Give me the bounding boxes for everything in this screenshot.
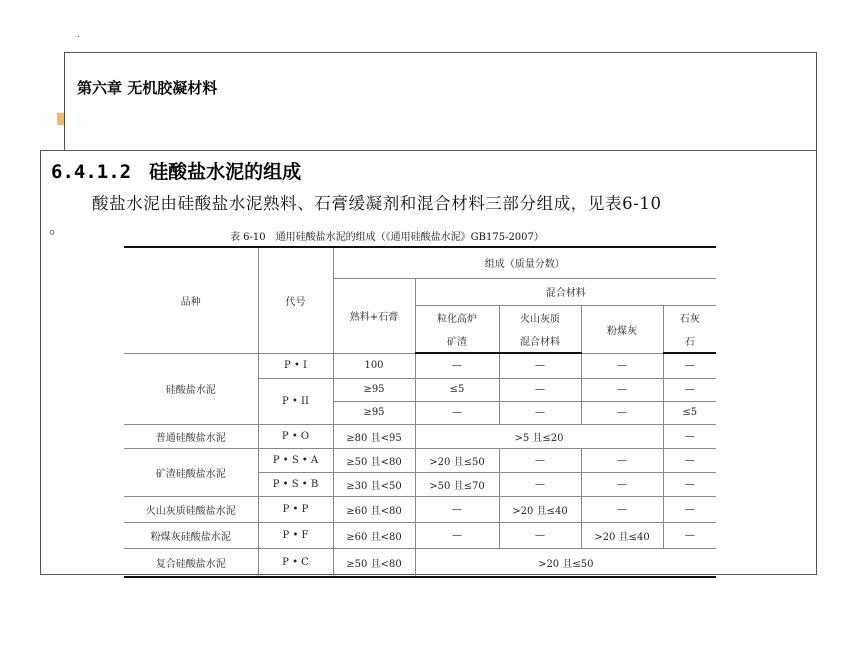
header-code: 代号 — [258, 247, 333, 353]
row-pozz: — — [499, 448, 581, 472]
row-code: P • C — [258, 548, 333, 577]
row-flyash: — — [581, 472, 663, 496]
row-slag: ≤5 — [415, 378, 499, 401]
row-clinker: ≥50 且<80 — [333, 548, 415, 577]
table-row — [124, 424, 716, 448]
row-slag: >50 且≤70 — [415, 472, 499, 496]
intro-paragraph: 酸盐水泥由硅酸盐水泥熟料、石膏缓凝剂和混合材料三部分组成，见表6-10 — [92, 194, 662, 213]
table-row — [124, 548, 716, 577]
row-lime: — — [663, 448, 716, 472]
row-flyash: — — [581, 401, 663, 424]
row-clinker: ≥95 — [333, 378, 415, 401]
header-slag-2: 矿渣 — [415, 329, 499, 353]
row-name: 硅酸盐水泥 — [124, 353, 258, 424]
row-pozz: >20 且≤40 — [499, 496, 581, 522]
row-code: P • O — [258, 424, 333, 448]
row-code: P • S • B — [258, 472, 333, 496]
row-clinker: ≥60 且<80 — [333, 496, 415, 522]
row-clinker: ≥95 — [333, 401, 415, 424]
row-pozz: — — [499, 353, 581, 378]
row-slag: — — [415, 353, 499, 378]
row-flyash: — — [581, 353, 663, 378]
table-caption: 表 6-10 通用硅酸盐水泥的组成（《通用硅酸盐水泥》GB175-2007） — [230, 232, 544, 243]
row-name: 火山灰质硅酸盐水泥 — [124, 496, 258, 522]
row-lime: — — [663, 522, 716, 548]
accent-marker — [57, 113, 64, 125]
section-heading — [51, 157, 301, 184]
header-lime-2: 石 — [663, 329, 716, 353]
row-lime: — — [663, 496, 716, 522]
row-clinker: ≥50 且<80 — [333, 448, 415, 472]
row-slag: — — [415, 496, 499, 522]
paragraph-end-mark: 。 — [49, 218, 66, 237]
row-lime: — — [663, 424, 716, 448]
table-row — [124, 448, 716, 472]
row-name: 普通硅酸盐水泥 — [124, 424, 258, 448]
row-slag: >20 且≤50 — [415, 448, 499, 472]
header-slag-1: 粒化高炉 — [415, 305, 499, 329]
row-code: P • II — [258, 378, 333, 424]
row-name: 复合硅酸盐水泥 — [124, 548, 258, 577]
cement-composition-table — [124, 246, 716, 578]
row-flyash: — — [581, 496, 663, 522]
section-title: 硅酸盐水泥的组成 — [149, 161, 302, 183]
row-clinker: ≥60 且<80 — [333, 522, 415, 548]
row-lime: ≤5 — [663, 401, 716, 424]
header-lime-1: 石灰 — [663, 305, 716, 329]
row-mixed: >20 且≤50 — [415, 548, 716, 577]
row-slag: — — [415, 401, 499, 424]
header-composition: 组成（质量分数） — [333, 247, 716, 278]
table-row — [124, 522, 716, 548]
row-lime: — — [663, 353, 716, 378]
chapter-title: 第六章 无机胶凝材料 — [77, 79, 218, 97]
row-slag: — — [415, 522, 499, 548]
row-name: 粉煤灰硅酸盐水泥 — [124, 522, 258, 548]
row-name: 矿渣硅酸盐水泥 — [124, 448, 258, 496]
row-pozz: — — [499, 472, 581, 496]
row-code: P • P — [258, 496, 333, 522]
row-code: P • F — [258, 522, 333, 548]
row-pozz: — — [499, 378, 581, 401]
table-row — [124, 496, 716, 522]
row-flyash: — — [581, 378, 663, 401]
row-clinker: 100 — [333, 353, 415, 378]
row-clinker: ≥80 且<95 — [333, 424, 415, 448]
row-lime: — — [663, 378, 716, 401]
section-number: 6.4.1.2 — [51, 161, 132, 183]
row-pozz: — — [499, 522, 581, 548]
header-mixed: 混合材料 — [415, 278, 716, 305]
table-row — [124, 353, 716, 378]
row-lime: — — [663, 472, 716, 496]
header-variety: 品种 — [124, 247, 258, 353]
row-flyash: >20 且≤40 — [581, 522, 663, 548]
chapter-header-box — [64, 52, 817, 158]
row-code: P • S • A — [258, 448, 333, 472]
header-clinker: 熟料+石膏 — [333, 278, 415, 353]
row-pozz: — — [499, 401, 581, 424]
header-pozz-2: 混合材料 — [499, 329, 581, 353]
header-pozz-1: 火山灰质 — [499, 305, 581, 329]
header-flyash: 粉煤灰 — [581, 305, 663, 353]
stray-dot: . — [77, 30, 80, 40]
row-mixed: >5 且≤20 — [415, 424, 663, 448]
row-clinker: ≥30 且<50 — [333, 472, 415, 496]
row-code: P • I — [258, 353, 333, 378]
row-flyash: — — [581, 448, 663, 472]
